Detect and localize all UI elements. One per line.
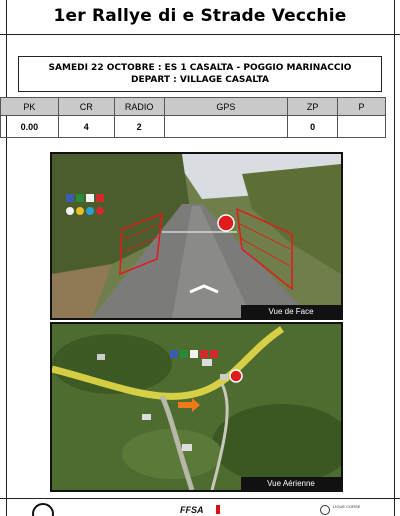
cell-gps bbox=[164, 116, 288, 138]
header-radio: RADIO bbox=[114, 98, 164, 116]
league-logo-text: LIGUE CORSE bbox=[333, 504, 361, 509]
stage-line-2: DEPART : VILLAGE CASALTA bbox=[131, 75, 269, 85]
ffsa-logo-bar bbox=[216, 505, 220, 514]
start-location-marker-icon bbox=[230, 370, 242, 382]
footer-divider bbox=[0, 498, 400, 499]
ffsa-logo: FFSA bbox=[180, 505, 204, 515]
aerial-view-caption: Vue Aérienne bbox=[241, 477, 341, 490]
aerial-view-photo bbox=[50, 322, 343, 492]
cell-cr: 4 bbox=[58, 116, 114, 138]
header-p: P bbox=[338, 98, 386, 116]
front-view-caption: Vue de Face bbox=[241, 305, 341, 318]
league-logo-icon bbox=[320, 505, 330, 515]
roadbook-table bbox=[0, 97, 386, 138]
start-marker-icon bbox=[218, 215, 234, 231]
page-title: 1er Rallye di e Strade Vecchie bbox=[53, 6, 347, 26]
aerial-view-illustration bbox=[52, 324, 341, 490]
table-row bbox=[1, 116, 386, 138]
aerial-stage-icons bbox=[170, 350, 218, 358]
cell-zp: 0 bbox=[288, 116, 338, 138]
organizer-logo-icon bbox=[32, 503, 54, 516]
header-zp: ZP bbox=[288, 98, 338, 116]
header-pk: PK bbox=[1, 98, 59, 116]
right-border bbox=[394, 0, 395, 516]
cell-radio: 2 bbox=[114, 116, 164, 138]
stage-line-1: SAMEDI 22 OCTOBRE : ES 1 CASALTA - POGGIO MARINACCIO bbox=[48, 63, 352, 73]
left-border bbox=[6, 0, 7, 516]
front-view-illustration bbox=[52, 154, 341, 318]
stage-info-box bbox=[18, 56, 382, 92]
title-divider bbox=[0, 34, 400, 35]
cell-p bbox=[338, 116, 386, 138]
table-header-row bbox=[1, 98, 386, 116]
front-view-photo bbox=[50, 152, 343, 320]
header-cr: CR bbox=[58, 98, 114, 116]
cell-pk: 0.00 bbox=[1, 116, 59, 138]
header-gps: GPS bbox=[164, 98, 288, 116]
